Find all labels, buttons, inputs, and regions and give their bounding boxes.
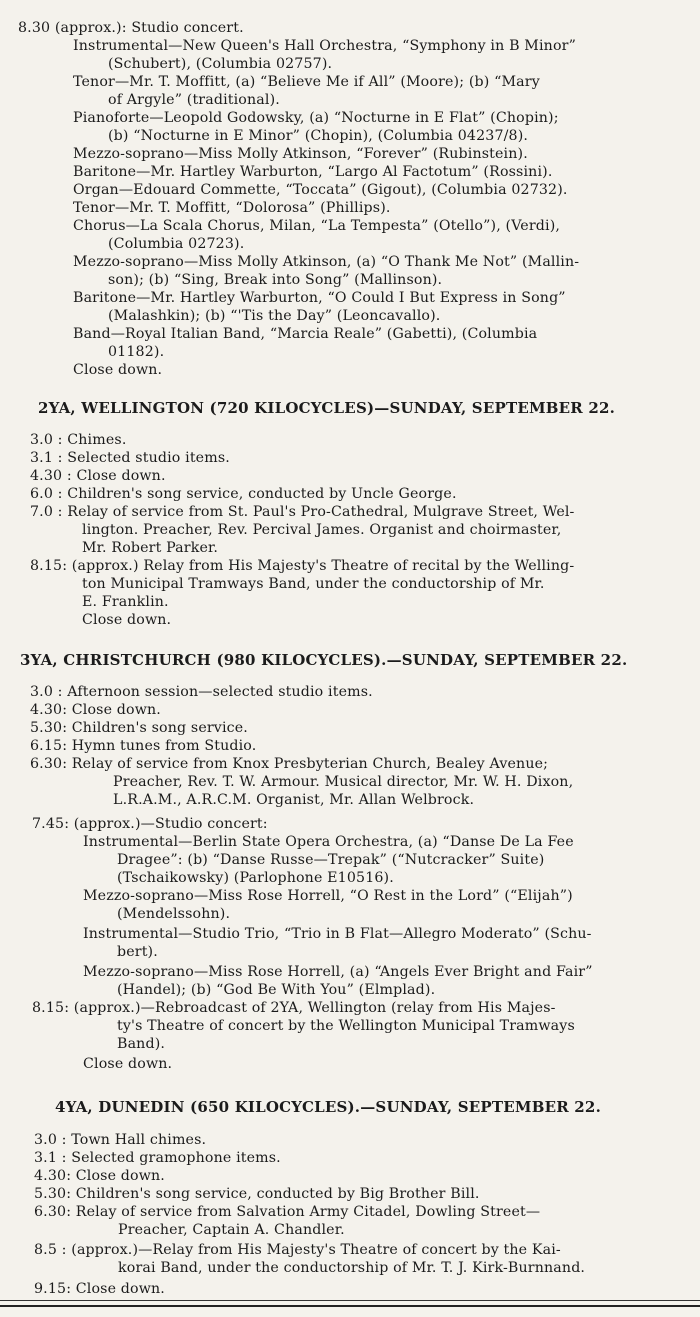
programme-line: 6.15: Hymn tunes from Studio. [30, 738, 257, 754]
programme-line: bert). [117, 944, 158, 960]
programme-line: (b) “Nocturne in E Minor” (Chopin), (Columbia 04237/8). [108, 128, 529, 144]
station-heading: 4YA, DUNEDIN (650 KILOCYCLES).—SUNDAY, SEPTEMBER 22. [55, 1098, 601, 1116]
programme-line: of Argyle” (traditional). [108, 92, 280, 108]
programme-line: Instrumental—Studio Trio, “Trio in B Flat—Allegro Moderato” (Schu- [83, 926, 592, 942]
programme-line: Tenor—Mr. T. Moffitt, (a) “Believe Me if All” (Moore); (b) “Mary [73, 74, 540, 90]
programme-line: Mezzo-soprano—Miss Molly Atkinson, “Forever” (Rubinstein). [73, 146, 528, 162]
programme-line: 3.1 : Selected gramophone items. [34, 1150, 281, 1166]
programme-line: E. Franklin. [82, 594, 169, 610]
programme-line: (Mendelssohn). [117, 906, 231, 922]
programme-line: (Malashkin); (b) “'Tis the Day” (Leoncavallo). [108, 308, 441, 324]
programme-line: 8.30 (approx.): Studio concert. [18, 20, 244, 36]
programme-line: 5.30: Children's song service, conducted by Big Brother Bill. [34, 1186, 480, 1202]
programme-line: Mr. Robert Parker. [82, 540, 219, 556]
programme-line: 4.30 : Close down. [30, 468, 166, 484]
programme-line: 3.0 : Town Hall chimes. [34, 1132, 207, 1148]
programme-line: (Tschaikowsky) (Parlophone E10516). [117, 870, 394, 886]
programme-line: Organ—Edouard Commette, “Toccata” (Gigout), (Columbia 02732). [73, 182, 568, 198]
programme-line: (Handel); (b) “God Be With You” (Elmplad). [117, 982, 436, 998]
station-heading: 2YA, WELLINGTON (720 KILOCYCLES)—SUNDAY, SEPTEMBER 22. [38, 399, 616, 417]
programme-line: (Schubert), (Columbia 02757). [108, 56, 333, 72]
programme-line: 3.1 : Selected studio items. [30, 450, 230, 466]
programme-line: Mezzo-soprano—Miss Molly Atkinson, (a) “O Thank Me Not” (Mallin- [73, 254, 580, 270]
programme-line: Preacher, Rev. T. W. Armour. Musical director, Mr. W. H. Dixon, [113, 774, 574, 790]
programme-line: 3.0 : Afternoon session—selected studio items. [30, 684, 373, 700]
programme-line: son); (b) “Sing, Break into Song” (Mallinson). [108, 272, 443, 288]
programme-line: Instrumental—Berlin State Opera Orchestra, (a) “Danse De La Fee [83, 834, 574, 850]
programme-line: Band—Royal Italian Band, “Marcia Reale” (Gabetti), (Columbia [73, 326, 538, 342]
programme-line: Mezzo-soprano—Miss Rose Horrell, (a) “Angels Ever Bright and Fair” [83, 964, 593, 980]
programme-line: 6.30: Relay of service from Knox Presbyterian Church, Bealey Avenue; [30, 756, 549, 772]
programme-line: 01182). [108, 344, 165, 360]
programme-line: 6.0 : Children's song service, conducted by Uncle George. [30, 486, 457, 502]
programme-line: 7.45: (approx.)—Studio concert: [32, 816, 268, 832]
programme-line: Close down. [83, 1056, 173, 1072]
programme-line: ton Municipal Tramways Band, under the conductorship of Mr. [82, 576, 545, 592]
programme-line: 9.15: Close down. [34, 1281, 165, 1297]
programme-line: Pianoforte—Leopold Godowsky, (a) “Nocturne in E Flat” (Chopin); [73, 110, 559, 126]
bottom-rule-thick [0, 1305, 700, 1307]
bottom-rule [0, 1300, 700, 1301]
programme-line: 4.30: Close down. [30, 702, 161, 718]
programme-line: 8.15: (approx.) Relay from His Majesty's Theatre of recital by the Welling- [30, 558, 575, 574]
programme-line: Close down. [73, 362, 163, 378]
programme-line: 3.0 : Chimes. [30, 432, 127, 448]
programme-line: Baritone—Mr. Hartley Warburton, “Largo Al Factotum” (Rossini). [73, 164, 553, 180]
programme-line: L.R.A.M., A.R.C.M. Organist, Mr. Allan Welbrock. [113, 792, 475, 808]
programme-line: Mezzo-soprano—Miss Rose Horrell, “O Rest in the Lord” (“Elijah”) [83, 888, 573, 904]
programme-line: 6.30: Relay of service from Salvation Army Citadel, Dowling Street— [34, 1204, 541, 1220]
programme-line: lington. Preacher, Rev. Percival James. Organist and choirmaster, [82, 522, 562, 538]
programme-line: korai Band, under the conductorship of Mr. T. J. Kirk-Burnnand. [118, 1260, 586, 1276]
programme-line: Band). [117, 1036, 166, 1052]
programme-line: Baritone—Mr. Hartley Warburton, “O Could I But Express in Song” [73, 290, 566, 306]
programme-line: Instrumental—New Queen's Hall Orchestra, “Symphony in B Minor” [73, 38, 576, 54]
programme-line: (Columbia 02723). [108, 236, 245, 252]
programme-line: Close down. [82, 612, 172, 628]
programme-line: 8.15: (approx.)—Rebroadcast of 2YA, Wellington (relay from His Majes- [32, 1000, 556, 1016]
programme-line: Tenor—Mr. T. Moffitt, “Dolorosa” (Phillips). [73, 200, 391, 216]
programme-line: 5.30: Children's song service. [30, 720, 248, 736]
programme-line: 7.0 : Relay of service from St. Paul's Pro-Cathedral, Mulgrave Street, Wel- [30, 504, 575, 520]
programme-line: 8.5 : (approx.)—Relay from His Majesty's Theatre of concert by the Kai- [34, 1242, 561, 1258]
programme-line: 4.30: Close down. [34, 1168, 165, 1184]
programme-line: ty's Theatre of concert by the Wellington Municipal Tramways [117, 1018, 575, 1034]
programme-line: Dragee”: (b) “Danse Russe—Trepak” (“Nutcracker” Suite) [117, 852, 545, 868]
station-heading: 3YA, CHRISTCHURCH (980 KILOCYCLES).—SUNDAY, SEPTEMBER 22. [20, 651, 628, 669]
programme-line: Preacher, Captain A. Chandler. [118, 1222, 345, 1238]
programme-line: Chorus—La Scala Chorus, Milan, “La Tempesta” (Otello”), (Verdi), [73, 218, 561, 234]
